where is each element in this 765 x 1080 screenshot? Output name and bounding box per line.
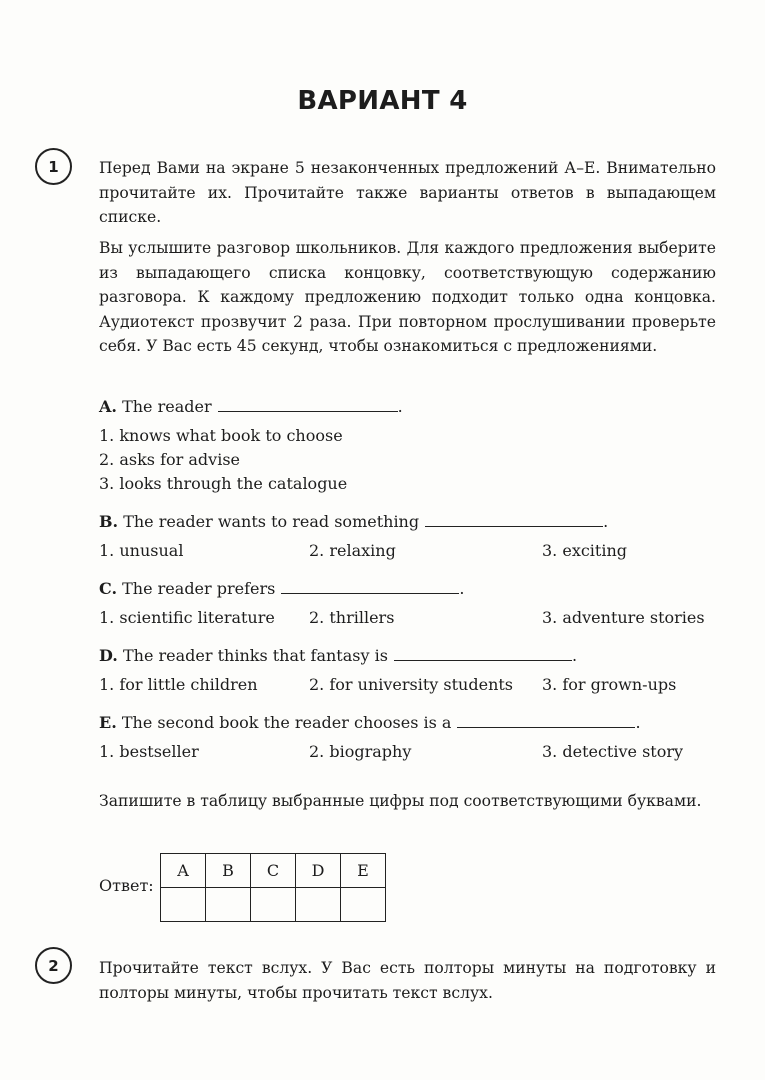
question-letter: B. [99, 512, 119, 531]
question-stem: The second book the reader chooses is a [121, 713, 452, 732]
option: 1. knows what book to choose [99, 426, 343, 445]
answer-blank[interactable] [394, 646, 572, 661]
option: 2. relaxing [309, 541, 396, 560]
table-header-e: E [341, 854, 386, 888]
table-instruction: Запишите в таблицу выбранные цифры под соответствующими буквами. [99, 792, 702, 810]
answer-label: Ответ: [99, 876, 154, 895]
option: 3. exciting [542, 541, 628, 560]
question-d: D. The reader thinks that fantasy is . [99, 646, 578, 665]
table-header-a: A [161, 854, 206, 888]
answer-table [160, 853, 386, 922]
table-header-c: C [251, 854, 296, 888]
question-stem: The reader wants to read something [123, 512, 420, 531]
option: 3. adventure stories [542, 608, 705, 627]
option: 1. bestseller [99, 742, 199, 761]
question-e: E. The second book the reader chooses is a . [99, 713, 641, 732]
option: 2. asks for advise [99, 450, 240, 469]
option: 2. thrillers [309, 608, 395, 627]
option: 1. scientific literature [99, 608, 275, 627]
answer-cell-e[interactable] [341, 888, 386, 922]
answer-cell-c[interactable] [251, 888, 296, 922]
task1-intro: Перед Вами на экране 5 незаконченных предложений А–Е. Внимательно прочитайте их. Прочитайте также варианты ответов в выпадающем списке. [99, 159, 716, 226]
answer-cell-d[interactable] [296, 888, 341, 922]
question-letter: D. [99, 646, 118, 665]
question-letter: A. [99, 397, 117, 416]
answer-blank[interactable] [218, 397, 398, 412]
table-header-b: B [206, 854, 251, 888]
task2-text: Прочитайте текст вслух. У Вас есть полторы минуты на подготовку и полторы минуты, чтобы прочитать текст вслух. [99, 959, 716, 1002]
question-c: C. The reader prefers . [99, 579, 465, 598]
question-stem: The reader prefers [122, 579, 276, 598]
answer-blank[interactable] [425, 512, 603, 527]
task-number-badge: 1 [35, 148, 72, 185]
question-stem: The reader thinks that fantasy is [122, 646, 388, 665]
question-letter: E. [99, 713, 117, 732]
option: 2. for university students [309, 675, 514, 694]
option: 1. unusual [99, 541, 184, 560]
question-stem: The reader [122, 397, 212, 416]
option: 3. for grown-ups [542, 675, 677, 694]
option: 1. for little children [99, 675, 258, 694]
answer-blank[interactable] [281, 579, 459, 594]
task1-instructions: Вы услышите разговор школьников. Для каждого предложения выберите из выпадающего списка концовку, соответствующую содержанию разговора. К каждому предложению подходит только одна концовка. Аудиотекст прозвучит 2 раза. При повторном прослушивании проверьте себя. У Вас есть 45 секунд, чтобы ознакомиться с предложениями. [99, 239, 716, 355]
task-number-badge: 2 [35, 947, 72, 984]
answer-cell-b[interactable] [206, 888, 251, 922]
question-letter: C. [99, 579, 118, 598]
table-header-d: D [296, 854, 341, 888]
option: 2. biography [309, 742, 412, 761]
option: 3. detective story [542, 742, 684, 761]
question-b: B. The reader wants to read something . [99, 512, 609, 531]
question-a: A. The reader . [99, 397, 403, 416]
answer-cell-a[interactable] [161, 888, 206, 922]
option: 3. looks through the catalogue [99, 474, 348, 493]
page-title: ВАРИАНТ 4 [297, 86, 468, 116]
answer-blank[interactable] [457, 713, 635, 728]
